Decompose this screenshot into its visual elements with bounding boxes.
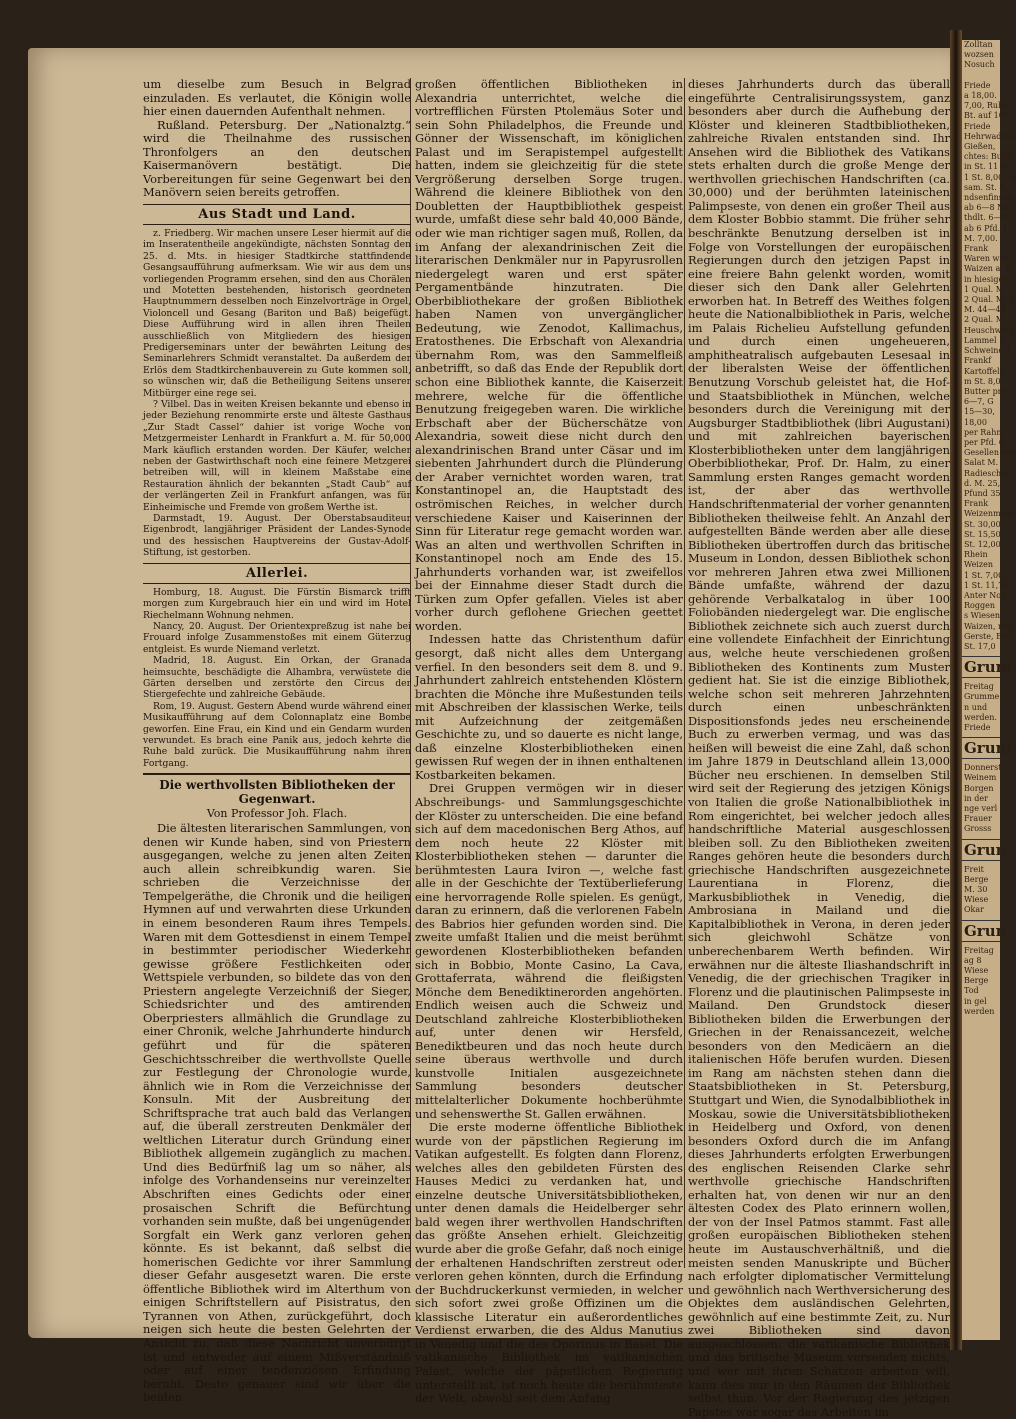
next-page-line: M. 44—46 (964, 305, 1006, 315)
next-page-line: St. 12,00 (964, 539, 1001, 549)
next-page-heading: Grum (964, 658, 1012, 677)
next-page-line: Radieschen (964, 468, 1012, 478)
next-page-lines (962, 865, 1000, 916)
next-page-line: Waren war (964, 254, 1008, 264)
section-heading-allerlei: Allerlei. (143, 563, 411, 584)
column-3 (688, 77, 950, 1419)
next-page-line: 1 St. 11,75, (964, 580, 1011, 590)
news-item: Darmstadt, 19. August. Der Oberstabsauditeur Eigenbrodt, langjähriger Präsident der Landes-Synode und des hessischen Hauptvereins der Gustav-Adolf-Stiftung, ist gestorben. (143, 513, 411, 559)
news-item: Homburg, 18. August. Die Fürstin Bismarck trifft morgen zum Kurgebrauch hier ein und wird im Hotel Riechelmann Wohnung nehmen. (143, 586, 411, 621)
next-page-line: 7,00, Ruhr (964, 101, 1008, 111)
column-rule-2 (684, 78, 685, 1268)
next-page-line: Frankf (964, 356, 992, 366)
next-page-line: Weinem (964, 773, 997, 783)
next-page-line: Berge (964, 976, 989, 986)
next-page-line: Donnerst (964, 763, 1002, 773)
next-page-line: Lammel 1. (964, 335, 1007, 345)
next-page-line: Waizen a. R. (964, 264, 1014, 274)
article-paragraph: Die ältesten literarischen Sammlungen, von denen wir Kunde haben, sind von Priestern ausgegangen, welche zu jenen alten Zeiten auch allein schreibkundig waren. Sie schrieben die Verzeichnisse der Tempelgeräthe, die Chronik und die heiligen Hymnen auf und verwahrten diese Urkunden in einem besonderen Raum ihres Tempels. Waren mit dem Gottesdienst in einem Tempel in bestimmter periodischer Wiederkehr gewisse größere Festlichkeiten oder Wettspiele verbunden, so bildete das von den Priestern angelegte Verzeichniß der Sieger, Schiedsrichter und des amtirenden Oberpriesters allmählich die Grundlage zu einer Chronik, welche Jahrhunderte hindurch geführt und für die späteren Geschichtsschreiber die werthvollste Quelle zur Festlegung der Chronologie wurde, ähnlich wie in Rom die Verzeichnisse der Konsuln. Mit der Ausbreitung der Schriftsprache trat auch bald das Verlangen auf, die überall zerstreuten Denkmäler der weltlichen Literatur durch Gründung einer Bibliothek allgemein zugänglich zu machen. Und dies Bedürfniß lag um so näher, als infolge des Vorhandenseins nur vereinzelter Abschriften eines Gedichts oder einer prosaischen Schrift die Befürchtung vorhanden sein mußte, daß bei ungenügender Sorgfalt ein Werk ganz verloren gehen könnte. Es ist bekannt, daß selbst die homerischen Gedichte vor ihrer Sammlung dieser Gefahr ausgesetzt waren. Die erste öffentliche Bibliothek wird im Alterthum von einigen Schriftstellern auf Pisistratus, den Tyrannen von Athen, zurückgeführt, doch neigen sich heute die besten Gelehrten der Ansicht zu, daß diese Nachricht unverbürgt ist und entweder auf einem Mißverständniß oder auf einer tendenziösen Erfindung beruht. Desto genauer sind wir über die beiden (143, 821, 411, 1405)
next-page-line: Borgen (964, 783, 994, 793)
next-page-line: Freit (964, 864, 984, 874)
next-page-line: 1 Qual. M (964, 284, 1004, 294)
next-page-line: ndsenfinsch (964, 193, 1013, 203)
next-page-line: nge verl (964, 804, 998, 814)
article-byline: Von Professor Joh. Flach. (206, 807, 348, 821)
next-page-line: St. 17,0 (964, 641, 996, 651)
next-page-line: in gel (964, 996, 987, 1006)
next-page-heading: Grun (964, 921, 1007, 940)
next-page-line: Wiese (964, 895, 989, 905)
next-page-line: Frank (964, 499, 989, 509)
next-page-line: St. 15,50, (964, 529, 1004, 539)
next-page-line: St. 30,00, (964, 519, 1004, 529)
next-page-line: M. 7,00. (964, 233, 998, 243)
next-page-line: Friede (964, 723, 991, 732)
next-page-line: Grumme (964, 692, 1000, 702)
article-paragraph: Drei Gruppen vermögen wir in dieser Abschreibungs- und Sammlungsgeschichte der Klöster zu unterscheiden. Die eine befand sich auf dem macedonischen Berg Athos, auf dem noch heute 22 Klöster mit Klosterbibliotheken stehen — darunter die berühmtesten Laura Iviron —, welche fast alle in der Geschichte der Textüberlieferung eine hervorragende Rolle spielen. Es genügt, daran zu erinnern, daß die verlorenen Fabeln des Babrios hier gefunden worden sind. Die zweite umfaßt Italien und die meist berühmt gewordenen Klosterbibliotheken befanden sich in Bobbio, Monte Casino, La Cava, Grottaferrata, während die fleißigsten Mönche dem Benediktinerorden angehörten. Endlich weisen auch die Schweiz und Deutschland zahlreiche Klosterbibliotheken auf, unter denen wir Hersfeld, Benediktbeuren und das noch heute durch seine überaus werthvolle und durch kunstvolle Initialen ausgezeichnete Sammlung besonders deutscher mittelalterlicher Dokumente hochberühmte und sehenswerthe St. Gallen erwähnen. (415, 781, 683, 1121)
next-page-line: Zolltan (964, 40, 993, 49)
next-page-lines (962, 682, 1000, 733)
next-page-line: Freitag (964, 682, 994, 692)
next-page-line: n und (964, 702, 988, 712)
intro-paragraph: um dieselbe zum Besuch in Belgrad einzuladen. Es verlautet, die Königin wolle hier einen dauernden Aufenthalt nehmen. (143, 77, 411, 119)
article-paragraph: großen öffentlichen Bibliotheken in Alexandria unterrichtet, welche die vortrefflichen Fürsten Ptolemäus Soter und sein Sohn Philadelphos, die Freunde und Gönner der Wissenschaft, im königlichen Palast und im Serapistempel aufgestellt hatten, indem sie gleichzeitig für die stete Vergrößerung derselben Sorge trugen. Während die kleinere Bibliothek von den Doubletten der Hauptbibliothek gespeist wurde, umfaßt diese sehr bald 40,000 Bände, oder wie man richtiger sagen muß, Rollen, da im Anfang der alexandrinischen Zeit die literarischen Denkmäler nur in Papyrusrollen niedergelegt waren und erst später Pergamentbände hinzutraten. Die Oberbibliothekare der großen Bibliothek haben Namen von unvergänglicher Bedeutung, wie Zenodot, Kallimachus, Eratosthenes. Die Erbschaft von Alexandria übernahm Rom, was den Sammelfleiß anbetrifft, so daß das Ende der Republik dort schon eine Bibliothek kannte, die Kaiserzeit mehrere, welche für die öffentliche Benutzung freigegeben waren. Die wirkliche Erbschaft aber der Bücherschätze von Alexandria, soweit diese nicht durch den alexandrinischen Brand unter Cäsar und im siebenten Jahrhundert durch die Plünderung der Araber vernichtet worden waren, trat Konstantinopel an, die Hauptstadt des oströmischen Reiches, in welcher durch verschiedene Kaiser und Kaiserinnen der Sinn für Literatur rege gemacht worden war. Was an alten und werthvollen Schriften in Konstantinopel noch am Ende des 15. Jahrhunderts vorhanden war, ist zweifellos bei der Einnahme dieser Stadt durch die Türken zum Opfer gefallen. Vieles ist aber vorher durch geflohene Griechen geettet worden. (415, 77, 683, 633)
next-page-line: Grosss (964, 824, 992, 834)
next-page-line: sam. St. 8, (964, 182, 1007, 192)
next-page-line: chtes: Butte (964, 152, 1014, 162)
next-page-line: Waizen, neu (964, 621, 1014, 631)
next-page-line: Kartoffeln (964, 366, 1005, 376)
next-page-line: 6—7, G (964, 397, 994, 407)
next-page-line: Gerste, Bra (964, 631, 1011, 641)
next-page-line: per Pfd. 6— (964, 437, 1012, 447)
news-item: ? Vilbel. Das in weiten Kreisen bekannte und ebenso in jeder Beziehung renommirte erste und älteste Gasthaus „Zur Stadt Cassel“ dahier ist vorige Woche von Metzgermeister Lenhardt in Frankfurt a. M. für 50,000 Mark käuflich erstanden worden. Der Käufer, welcher neben der Gastwirthschaft noch eine feinere Metzgerei betreiben will, will in kleinem Maßstabe eine Restauration ähnlich der bekannten „Stadt Caub“ auf der verlängerten Zeil in Frankfurt anfangen, was für Einheimische und Fremde von großem Werthe ist. (143, 399, 411, 513)
next-page-line: Friede (964, 80, 991, 90)
next-page-line: d. M. 25, (964, 478, 1001, 488)
next-page-line: per Rahm (964, 427, 1004, 437)
next-page-line: Schweine 1. (964, 346, 1014, 356)
next-page-line: 15—30, (964, 407, 995, 417)
next-page-line: m St. 8,0 (964, 376, 1001, 386)
next-page-line: Wiese (964, 966, 989, 976)
news-item: Rom, 19. August. Gestern Abend wurde während einer Musikaufführung auf dem Colonnaplatz eine Bombe geworfen. Eine Frau, ein Kind und ein Gendarm wurden verwundet. Es brach eine Panik aus, jedoch kehrte die Ruhe bald zurück. Die Musikaufführung nahm ihren Fortgang. (143, 700, 411, 769)
next-page-line: Salat M. (964, 458, 999, 468)
article-paragraph: dieses Jahrhunderts durch das überall eingeführte Centralisirungssystem, ganz besonders aber durch die Aufhebung der Klöster und kleineren Stadtbibliotheken, zahlreiche Rivalen entstanden sind. Ihr Ansehen wird die Bibliothek des Vatikans stets erhalten durch die große Menge der werthvollen griechischen Handschriften (ca. 30,000) und der berühmten lateinischen Palimpseste, von denen ein großer Theil aus dem Kloster Bobbio stammt. Die früher sehr beschränkte Benutzung derselben ist in Folge von Vorstellungen der europäischen Regierungen durch den jetzigen Papst in eine freiere Bahn gelenkt worden, womit dieser sich den Dank aller Gelehrten erworben hat. In Betreff des Weithes folgen heute die Nationalbibliothek in Paris, welche im Palais Richelieu Aufstellung gefunden und durch einen ungeheueren, amphitheatralisch aufgebauten Lesesaal in der liberalsten Weise der öffentlichen Benutzung Vorschub geleistet hat, die Hof- und Staatsbibliothek in München, welche besonders durch die Vereinigung mit der Augsburger Stadtbibliothek (libri Augustani) und mit zahlreichen bayerischen Klosterbibliotheken unter dem langjährigen Oberbibliothekar, Prof. Dr. Halm, zu einer Sammlung ersten Ranges gemacht worden ist, der aber das werthvolle Handschriftenmaterial der vorher genannten Bibliotheken theilweise fehlt. An Anzahl der aufgestellten Bände werden aber alle diese Bibliotheken übertroffen durch das britische Museum in London, dessen Bibliothek schon vor mehreren Jahren etwa zwei Millionen Bände umfaßte, während der dazu gehörende Verbalkatalog in über 100 Foliobänden niedergelegt war. Die englische Bibliothek zeichnete sich auch zuerst durch eine vollendete Einfachheit der Einrichtung aus, welche heute verschiedenen großen Bibliotheken des Kontinents zum Muster gedient hat. Sie ist die einzige Bibliothek, welche schon seit mehreren Jahrzehnten durch einen unbeschränkten Dispositionsfonds jedes neu erscheinende Buch zu erwerben vermag, und was das heißen will beweist die eine Zahl, daß schon im Jahre 1879 in Deutschland allein 13,000 Bücher neu erschienen. In demselben Stil wird seit der Regierung des jetzigen Königs von Italien die große Nationalbibliothek in Rom eingerichtet, bei welcher jedoch alles handschriftliche Material ausgeschlossen bleiben soll. Zu den Bibliotheken zweiten Ranges gehören heute die besonders durch griechische Handschriften ausgezeichnete Laurentiana in Florenz, die Markusbibliothek in Venedig, die Ambrosiana in Mailand und die Kapitalbibliothek in Verona, in deren jeder sich gleichwohl Schätze von unberechenbarem Werth befinden. Wir erwähnen nur die älteste Iliashandschrift in Venedig, die der griechischen Tragiker in Florenz und die plautinischen Palimpseste in Mailand. Den Grundstock dieser Bibliotheken bilden die Erwerbungen der Griechen in der Renaissancezeit, welche besonders von den Medicäern an die italienischen Höfe berufen wurden. Diesen im Rang am nächsten stehen dann die Staatsbibliotheken in St. Petersburg, Stuttgart und Wien, die Synodalbibliothek in Moskau, sowie die Universitätsbibliotheken in Heidelberg und Oxford, von denen besonders Oxford durch die im Anfang dieses Jahrhunderts erfolgten Erwerbungen des englischen Reisenden Clarke sehr werthvolle griechische Handschriften erhalten hat, von denen wir nur an den ältesten Codex des Plato erinnern wollen, der von der Insel Patmos stammt. Fast alle großen europäischen Bibliotheken stehen heute im Austauschverhältniß, und die meisten senden Manuskripte und Bücher nach erfolgter diplomatischer Vermittelung und gewöhnlich nach Werthversicherung des Objektes dem ausländischen Gelehrten, gewöhnlich auf eine bestimmte Zeit, zu. Nur zwei Bibliotheken sind davon ausgeschlossen: die vatikanische Bibliothek und das britische Museum versenden nichts, und wer mit ihren Schätzen arbeiten will, kann dies nur in den Räumen der Bibliothek selbst thun. Vor der Regierung des jetzigen Papstes war sogar das Arbeiten im (688, 77, 950, 1419)
article-title: Die werthvollsten Bibliotheken der Gegenwart. (143, 773, 411, 806)
news-item: Nancy, 20. August. Der Orientexpreßzug ist nahe bei Frouard infolge Zusammenstoßes mit einem Güterzug entgleist. Es wurde Niemand verletzt. (143, 620, 411, 655)
next-page-fragment (962, 40, 1016, 1340)
russland-paragraph: Rußland. Petersburg. Der „Nationalztg.“ wird die Theilnahme des russischen Thronfolgers an den deutschen Kaisermanövern bestätigt. Die Vorbereitungen für seine Gegenwart bei den Manövern seien bereits getroffen. (143, 117, 411, 200)
next-page-line: Nosuch (964, 60, 995, 70)
next-page-lines (962, 946, 1000, 1017)
next-page-heading: Grum (964, 739, 1012, 758)
next-page-line: ab 6—8 M. (964, 203, 1008, 213)
next-page-line: 1 St. 8,00—6 (964, 172, 1016, 182)
binding-fold (950, 30, 962, 1350)
news-item: z. Friedberg. Wir machen unsere Leser hiermit auf die im Inseratentheile angekündigte, nächsten Sonntag den 25. d. Mts. in hiesiger Stadtkirche stattfindende Gesangsaufführung aufmerksam. Wie wir aus dem uns vorliegenden Programm ersehen, sind den aus Chorälen und Motetten bestehenden, historisch geordneten Hauptnummern desselben noch Einzelvorträge in Orgel, Violoncell und Gesang (Bariton und Baß) beigefügt. Diese Aufführung wird in allen ihren Theilen ausschließlich von Mitgliedern des hiesigen Predigerseminars unter der bewährten Leitung des Seminarlehrers Schmidt veranstaltet. Da außerdem der Erlös dem Stadtkirchenbauverein zu Gute kommen soll, so wünschen wir, daß die Betheiligung Seitens unserer Mitbürger eine rege sei. (143, 227, 411, 399)
next-page-line: Frauer (964, 814, 992, 824)
next-page-line: Heuschwein (964, 325, 1014, 335)
next-page-line: M. 30 (964, 885, 988, 895)
next-page-line: 18,00 (964, 417, 987, 427)
next-page-lines (962, 40, 1016, 652)
next-page-line: Anter Nog. (964, 590, 1009, 600)
next-page-line: s Wiesen (964, 611, 1001, 621)
next-page-line: werden (964, 1006, 995, 1016)
next-page-line: in St. 11 M. (964, 162, 1012, 172)
next-page-line: Pfund 35, (964, 488, 1004, 498)
next-page-line: Gesellen per (964, 448, 1016, 458)
news-item: Madrid, 18. August. Ein Orkan, der Granada heimsuchte, beschädigte die Alhambra, verwüstete die Gärten derselben und zerstörte den Circus der Stiergefechte und zahlreiche Gebäude. (143, 655, 411, 701)
column-2 (415, 77, 683, 1406)
next-page-line: wozsen (964, 50, 994, 60)
next-page-line: ab 6 Pfd. 1 (964, 223, 1008, 233)
next-page-line: in hiesiger (964, 274, 1008, 284)
next-page-line: Roggen (964, 601, 995, 611)
next-page-line: Rhein (964, 550, 988, 560)
next-page-line: 2 Qual. M (964, 315, 1004, 325)
next-page-line: in der (964, 793, 988, 803)
next-page-line: Gießen, (964, 142, 996, 152)
next-page-line: werden. (964, 712, 997, 722)
next-page-line: Hehrwad M. (964, 131, 1015, 141)
next-page-line: thdlt. 6—10 (964, 213, 1012, 223)
next-page-line: 2 Qual. M. 6 (964, 295, 1015, 305)
next-page-line: Friede (964, 121, 991, 131)
article-paragraph: Die erste moderne öffentliche Bibliothek wurde von der päpstlichen Regierung im Vatikan aufgestellt. Es folgten dann Florenz, welches alles den gebildeten Fürsten des Hauses Medici zu verdanken hat, und einzelne deutsche Universitätsbibliotheken, unter denen damals die Heidelberger sehr bald wegen ihrer werthvollen Handschriften das größte Ansehen erhielt. Gleichzeitig wurde aber die große Gefahr, daß noch einige der erhaltenen Handschriften zerstreut oder verloren gehen könnten, durch die Erfindung der Buchdruckerkunst vermieden, in welcher sich sofort zwei große Offizinen um die klassische Literatur ein außerordentliches Verdienst erwarben, die des Aldus Manutius in Venedig und die des Oporinus in Basel. Die vatikanische Bibliothek im vatikanischen Palast, welche der päpstlichen Regierung unterstellt ist, ist noch heute die berühmteste der Welt, obwohl seit dem Anfang (415, 1120, 683, 1406)
column-1 (143, 77, 411, 1405)
next-page-line: Weizenmehl (964, 509, 1013, 519)
allerlei-news (143, 587, 411, 770)
next-page-line: Bt. auf 100 (964, 111, 1009, 121)
next-page-line: a 18,00. (964, 91, 997, 101)
next-page-line (962, 71, 1000, 81)
next-page-heading: Grun (964, 840, 1007, 859)
next-page-line: Frank (964, 244, 989, 254)
next-page-line: Berge (964, 874, 989, 884)
next-page-lines (962, 763, 1000, 834)
stadt-news (143, 228, 411, 559)
section-heading-stadt: Aus Stadt und Land. (143, 204, 411, 225)
next-page-line: Okar (964, 905, 984, 915)
next-page-line: Freitag (964, 945, 994, 955)
article-paragraph: Indessen hatte das Christenthum dafür gesorgt, daß nicht alles dem Untergang verfiel. In den besonders seit dem 8. und 9. Jahrhundert zahlreich entstehenden Klöstern brachten die Mönche ihre Mußestunden teils mit Abschreiben der klassischen Werke, teils mit Aufzeichnung der zeitgemäßen Geschichte zu, und so dauerte es nicht lange, daß einzelne Klosterbibliotheken einen gewissen Ruf wegen der in ihnen enthaltenen Kostbarkeiten bekamen. (415, 632, 683, 782)
next-page-line: 1 St. 7,00, (964, 570, 1006, 580)
next-page-line: Weizen (964, 560, 993, 570)
next-page-line: Butter pro (964, 386, 1007, 396)
next-page-line: Tod (964, 986, 979, 996)
next-page-line: ag 8 (964, 955, 982, 965)
